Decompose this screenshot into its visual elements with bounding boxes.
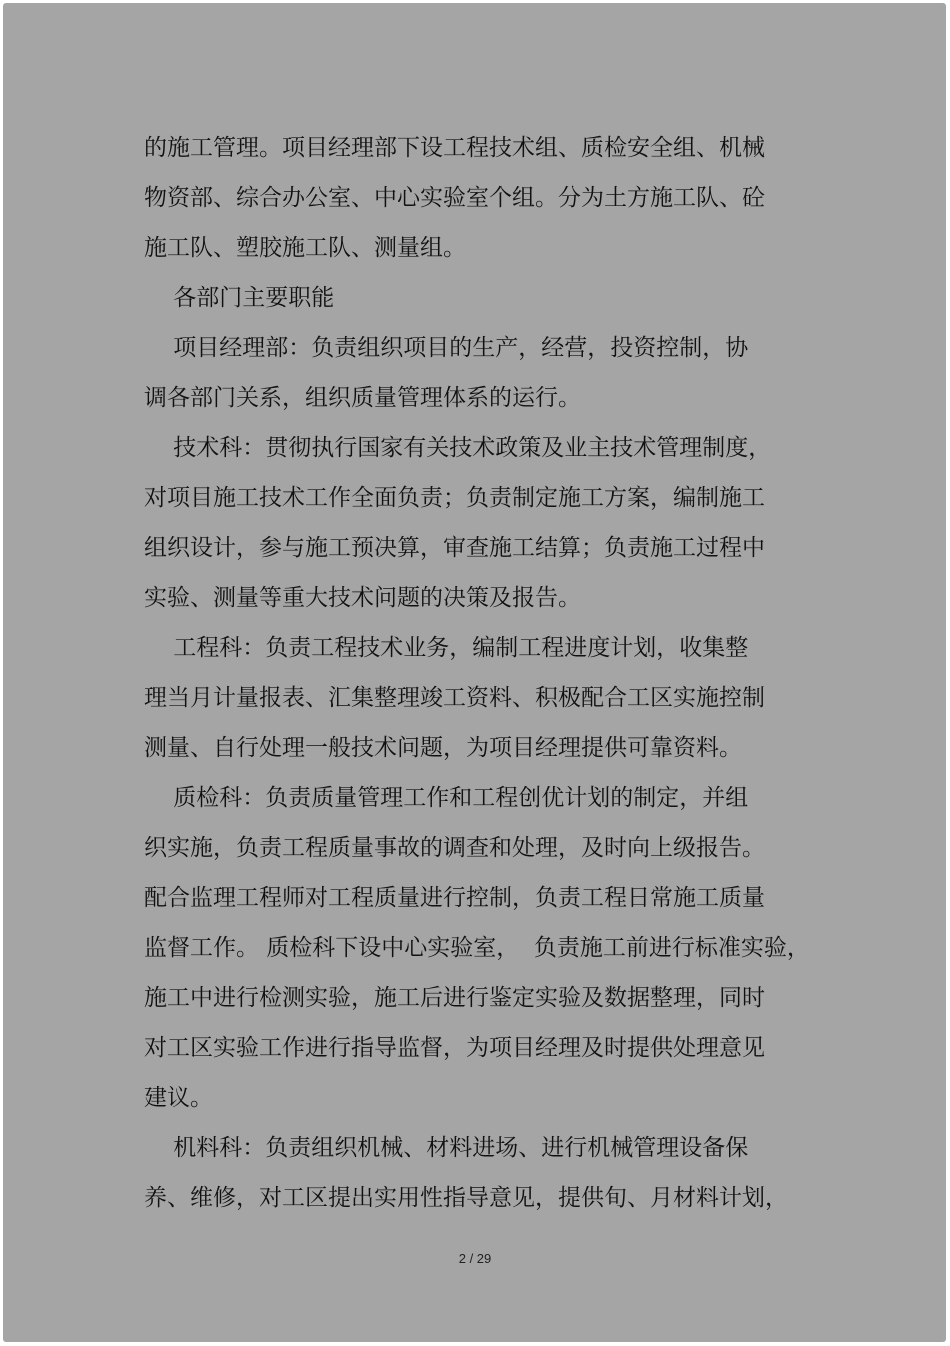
text-line: 质检科：负责质量管理工作和工程创优计划的制定，并组: [144, 785, 749, 811]
text-line: 项目经理部：负责组织项目的生产，经营，投资控制，协: [144, 335, 749, 361]
text-line: 对工区实验工作进行指导监督，为项目经理及时提供处理意见: [144, 1035, 765, 1061]
page-number: 2 / 29: [458, 1251, 492, 1266]
text-line: 的施工管理。项目经理部下设工程技术组、质检安全组、机械: [144, 135, 765, 161]
text-line: 物资部、综合办公室、中心实验室个组。分为土方施工队、砼: [144, 185, 765, 211]
text-line: 调各部门关系，组织质量管理体系的运行。: [144, 385, 581, 411]
section-heading: 各部门主要职能: [144, 285, 335, 311]
text-line: 测量、自行处理一般技术问题，为项目经理提供可靠资料。: [144, 735, 742, 761]
text-line: 监督工作。 质检科下设中心实验室， 负责施工前进行标准实验，: [144, 935, 810, 961]
text-line: 理当月计量报表、汇集整理竣工资料、积极配合工区实施控制: [144, 685, 765, 711]
text-line: 建议。: [144, 1085, 213, 1111]
text-line: 配合监理工程师对工程质量进行控制，负责工程日常施工质量: [144, 885, 765, 911]
document-page: [3, 3, 946, 1342]
text-line: 织实施，负责工程质量事故的调查和处理，及时向上级报告。: [144, 835, 765, 861]
text-line: 对项目施工技术工作全面负责；负责制定施工方案，编制施工: [144, 485, 765, 511]
text-line: 技术科：贯彻执行国家有关技术政策及业主技术管理制度，: [144, 435, 772, 461]
text-line: 机料科：负责组织机械、材料进场、进行机械管理设备保: [144, 1135, 749, 1161]
text-line: 施工中进行检测实验，施工后进行鉴定实验及数据整理，同时: [144, 985, 765, 1011]
text-line: 实验、测量等重大技术问题的决策及报告。: [144, 585, 581, 611]
text-line: 组织设计，参与施工预决算，审查施工结算；负责施工过程中: [144, 535, 765, 561]
text-line: 工程科：负责工程技术业务，编制工程进度计划，收集整: [144, 635, 749, 661]
text-line: 养、维修，对工区提出实用性指导意见，提供旬、月材料计划，: [144, 1185, 788, 1211]
text-line: 施工队、塑胶施工队、测量组。: [144, 235, 466, 261]
